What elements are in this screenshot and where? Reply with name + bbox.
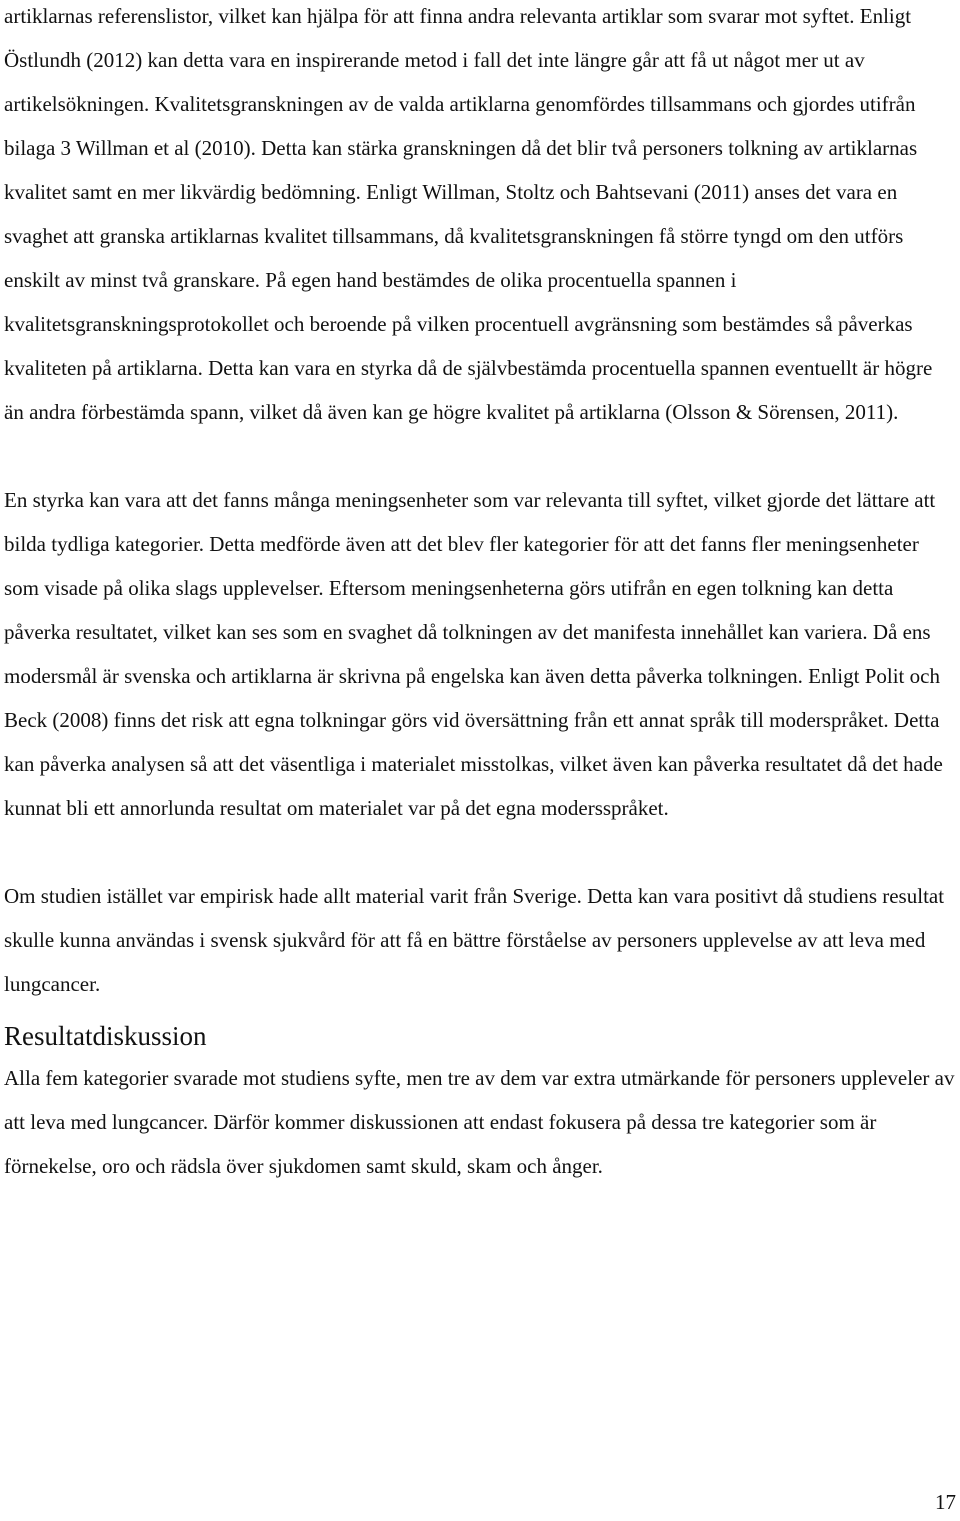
section-heading: Resultatdiskussion — [4, 1021, 207, 1051]
paragraph-results-discussion: Alla fem kategorier svarade mot studiens syfte, men tre av dem var extra utmärkande för personers uppleveler av att leva med lungcancer. Därför kommer diskussionen att endast fokusera på dessa tre kategorier som är förnekelse, oro och rädsla över sjukdomen samt skuld, skam och ånger. — [4, 1066, 955, 1178]
paragraph-methodology-discussion: artiklarnas referenslistor, vilket kan hjälpa för att finna andra relevanta artiklar som svarar mot syftet. Enligt Östlundh (2012) kan detta vara en inspirerande metod i fall det inte längre går att få ut något mer ut av artikelsökningen. Kvalitetsgranskningen av de valda artiklarna genomfördes tillsammans och gjordes utifrån bilaga 3 Willman et al (2010). Detta kan stärka granskningen då det blir två personers tolkning av artiklarnas kvalitet samt en mer likvärdig bedömning. Enligt Willman, Stoltz och Bahtsevani (2011) anses det vara en svaghet att granska artiklarnas kvalitet tillsammans, då kvalitetsgranskningen få större tyngd om den utförs enskilt av minst två granskare. På egen hand bestämdes de olika procentuella spannen i kvalitetsgranskningsprotokollet och beroende på vilken procentuell avgränsning som bestämdes så påverkas kvaliteten på artiklarna. Detta kan vara en styrka då de självbestämda procentuella spannen eventuellt är högre än andra förbestämda spann, vilket då även kan ge högre kvalitet på artiklarna (Olsson & Sörensen, 2011). — [4, 4, 933, 424]
page-number: 17 — [935, 1490, 956, 1514]
paragraph-empirical-study: Om studien istället var empirisk hade allt material varit från Sverige. Detta kan vara positivt då studiens resultat skulle kunna användas i svensk sjukvård för att få en bättre förståelse av personers upplevelse av att leva med lungcancer. — [4, 884, 945, 996]
paragraph-meaning-units: En styrka kan vara att det fanns många meningsenheter som var relevanta till syftet, vilket gjorde det lättare att bilda tydliga kategorier. Detta medförde även att det blev fler kategorier för att det fanns fler meningsenheter som visade på olika slags upplevelser. Eftersom meningsenheterna görs utifrån en egen tolkning kan detta påverka resultatet, vilket kan ses som en svaghet då tolkningen av det manifesta innehållet kan variera. Då ens modersmål är svenska och artiklarna är skrivna på engelska kan även detta påverka tolkningen. Enligt Polit och Beck (2008) finns det risk att egna tolkningar görs vid översättning från ett annat språk till moderspråket. Detta kan påverka analysen så att det väsentliga i materialet misstolkas, vilket även kan påverka resultatet då det hade kunnat bli ett annorlunda resultat om materialet var på det egna modersspråket. — [4, 488, 943, 820]
paragraph-gap — [4, 434, 956, 478]
document-page — [4, 0, 956, 1188]
paragraph-gap — [4, 830, 956, 874]
